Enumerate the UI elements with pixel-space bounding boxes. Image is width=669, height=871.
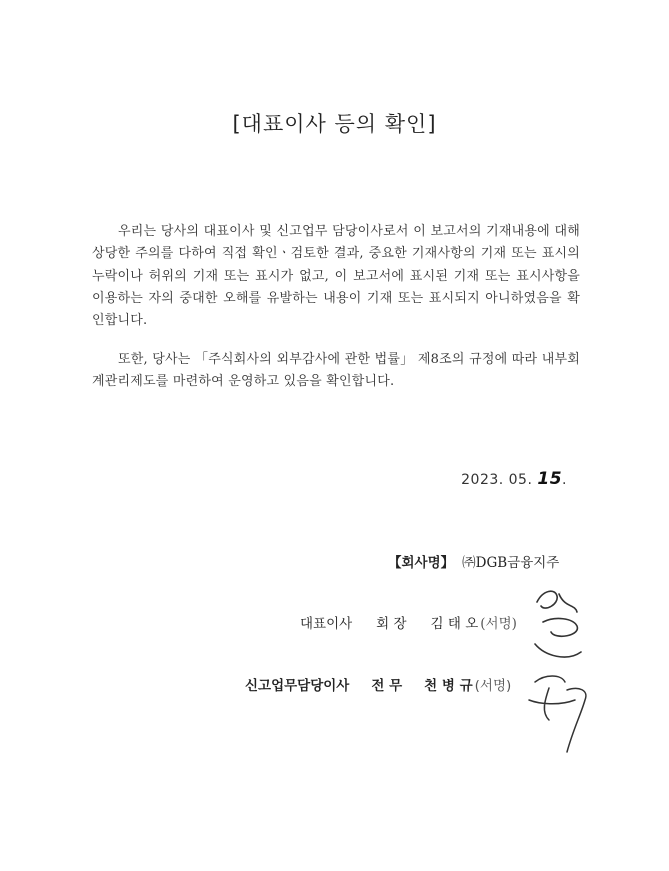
document-title: [대표이사 등의 확인] <box>232 112 437 136</box>
officer-name: 천 병 규 <box>424 678 473 694</box>
officer-signature-mark: (서명) <box>474 678 512 694</box>
ceo-signature-line <box>300 612 517 632</box>
officer-title: 전 무 <box>371 678 403 694</box>
date-printed: 2023. 05. <box>461 472 533 488</box>
company-name: ㈜DGB금융지주 <box>462 555 560 571</box>
company-line <box>388 551 559 571</box>
ceo-title: 회 장 <box>376 616 407 632</box>
officer-handwritten-signature <box>515 660 605 760</box>
ceo-handwritten-signature <box>515 582 595 672</box>
ceo-role: 대표이사 <box>300 616 353 632</box>
company-label: 【회사명】 <box>388 555 455 571</box>
internal-control-paragraph-text: 또한, 당사는 「주식회사의 외부감사에 관한 법률」 제8조의 규정에 따라 내부회계관리제도를 마련하여 운영하고 있음을 확인합니다. <box>92 352 580 390</box>
date-handwritten-day: 15 <box>537 469 563 489</box>
officer-role: 신고업무담당이사 <box>245 678 350 694</box>
ceo-name: 김 태 오 <box>430 616 479 632</box>
internal-control-paragraph <box>92 349 580 394</box>
ceo-signature-mark: (서명) <box>480 616 517 632</box>
disclosure-officer-signature-line <box>245 674 511 694</box>
date-suffix: . <box>562 472 567 488</box>
confirmation-paragraph <box>92 221 580 332</box>
document-date <box>461 469 567 489</box>
confirmation-paragraph-text: 우리는 당사의 대표이사 및 신고업무 담당이사로서 이 보고서의 기재내용에 대해 상당한 주의를 다하여 직접 확인ㆍ검토한 결과, 중요한 기재사항의 기재 또는 표시의 누락이나 허위의 기재 또는 표시가 없고, 이 보고서에 표시된 기재 또는 표시사항을 이용하는 자의 중대한 오해를 유발하는 내용이 기재 또는 표시되지 아니하였음을 확인합니다. <box>92 224 580 329</box>
